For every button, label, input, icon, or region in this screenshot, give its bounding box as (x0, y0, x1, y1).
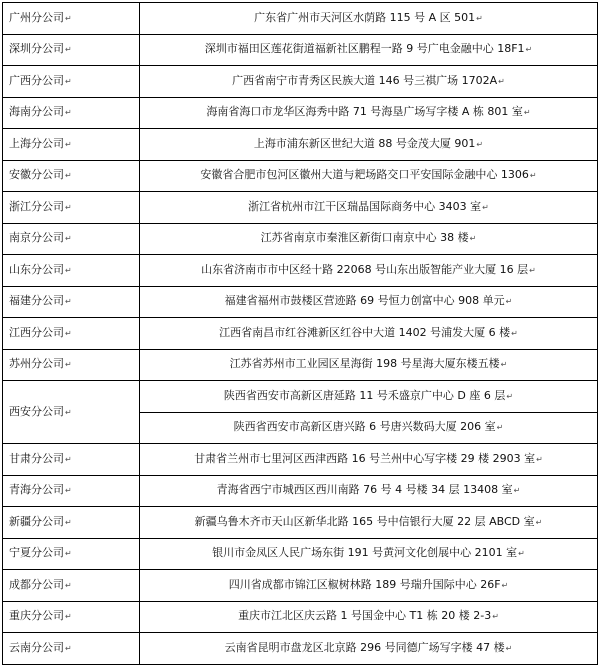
paragraph-mark-icon: ↵ (65, 202, 72, 212)
branch-name: 西安分公司 (9, 404, 64, 418)
branch-address-cell (140, 223, 598, 255)
branch-address: 福建省福州市鼓楼区营迹路 69 号恒力创富中心 908 单元 (224, 294, 505, 308)
branch-address-cell (140, 97, 598, 129)
branch-address: 海南省海口市龙华区海秀中路 71 号海垦广场写字楼 A 栋 801 室 (206, 105, 523, 119)
paragraph-mark-icon: ↵ (476, 139, 484, 149)
branch-name: 浙江分公司 (9, 199, 64, 213)
paragraph-mark-icon: ↵ (65, 76, 72, 86)
paragraph-mark-icon: ↵ (523, 108, 531, 118)
table-row (3, 34, 598, 66)
paragraph-mark-icon: ↵ (65, 407, 72, 417)
branch-name: 广州分公司 (9, 10, 64, 24)
branch-address: 银川市金凤区人民广场东街 191 号黄河文化创展中心 2101 室 (212, 546, 518, 560)
branch-address: 江西省南昌市红谷滩新区红谷中大道 1402 号浦发大厦 6 楼 (219, 325, 511, 339)
branch-name-cell (3, 3, 140, 35)
table-row (3, 601, 598, 633)
paragraph-mark-icon: ↵ (65, 265, 72, 275)
branch-address-cell (140, 381, 598, 413)
branch-address: 陕西省西安市高新区唐兴路 6 号唐兴数码大厦 206 室 (233, 420, 496, 434)
table-row (3, 286, 598, 318)
branch-address-cell (140, 318, 598, 350)
branch-name: 福建分公司 (9, 294, 64, 308)
branch-address: 青海省西宁市城西区西川南路 76 号 4 号楼 34 层 13408 室 (216, 483, 513, 497)
paragraph-mark-icon: ↵ (65, 643, 72, 653)
paragraph-mark-icon: ↵ (65, 580, 72, 590)
paragraph-mark-icon: ↵ (498, 76, 505, 86)
branch-name: 南京分公司 (9, 231, 64, 245)
paragraph-mark-icon: ↵ (65, 108, 72, 118)
branch-name-cell (3, 507, 140, 539)
branch-address-cell (140, 601, 598, 633)
branch-name-cell (3, 192, 140, 224)
branch-name: 云南分公司 (9, 640, 64, 654)
branch-address-cell (140, 444, 598, 476)
paragraph-mark-icon: ↵ (500, 360, 508, 370)
paragraph-mark-icon: ↵ (511, 328, 518, 338)
branch-address: 深圳市福田区莲花街道福新社区鹏程一路 9 号广电金融中心 18F1 (204, 42, 525, 56)
branch-name-cell (3, 129, 140, 161)
paragraph-mark-icon: ↵ (65, 549, 72, 559)
table-row (3, 160, 598, 192)
paragraph-mark-icon: ↵ (529, 171, 537, 181)
branch-name: 甘肃分公司 (9, 451, 64, 465)
branch-name: 上海分公司 (9, 136, 64, 150)
paragraph-mark-icon: ↵ (65, 612, 72, 622)
branch-address-cell (140, 66, 598, 98)
paragraph-mark-icon: ↵ (501, 580, 509, 590)
branch-name: 重庆分公司 (9, 609, 64, 623)
branch-name: 江西分公司 (9, 325, 64, 339)
paragraph-mark-icon: ↵ (505, 297, 513, 307)
paragraph-mark-icon: ↵ (65, 234, 72, 244)
table-row (3, 507, 598, 539)
table-row (3, 129, 598, 161)
paragraph-mark-icon: ↵ (65, 517, 72, 527)
branch-address-cell (140, 160, 598, 192)
branch-name-cell (3, 34, 140, 66)
branch-address-cell (140, 349, 598, 381)
branch-address: 甘肃省兰州市七里河区西津西路 16 号兰州中心写字楼 29 楼 2903 室 (194, 451, 536, 465)
paragraph-mark-icon: ↵ (482, 202, 489, 212)
branch-address-cell (140, 633, 598, 665)
table-row (3, 66, 598, 98)
branch-address: 广西省南宁市青秀区民族大道 146 号三祺广场 1702A (232, 73, 498, 87)
paragraph-mark-icon: ↵ (513, 486, 521, 496)
branch-name-cell (3, 381, 140, 444)
branch-name-cell (3, 633, 140, 665)
branch-name-cell (3, 601, 140, 633)
paragraph-mark-icon: ↵ (65, 45, 72, 55)
paragraph-mark-icon: ↵ (65, 297, 72, 307)
branch-address: 重庆市江北区庆云路 1 号国金中心 T1 栋 20 楼 2-3 (238, 609, 492, 623)
table-row (3, 318, 598, 350)
paragraph-mark-icon: ↵ (535, 517, 543, 527)
branch-name: 山东分公司 (9, 262, 64, 276)
branch-address: 上海市浦东新区世纪大道 88 号金茂大厦 901 (253, 136, 476, 150)
branch-address: 云南省昆明市盘龙区北京路 296 号同德广场写字楼 47 楼 (224, 640, 505, 654)
branch-name-cell (3, 223, 140, 255)
branch-name-cell (3, 538, 140, 570)
branch-address: 江苏省南京市秦淮区新街口南京中心 38 楼 (260, 231, 469, 245)
branch-address-cell (140, 412, 598, 444)
branch-name: 安徽分公司 (9, 168, 64, 182)
branch-name-cell (3, 255, 140, 287)
branch-name-cell (3, 475, 140, 507)
branch-address-cell (140, 538, 598, 570)
paragraph-mark-icon: ↵ (65, 454, 72, 464)
branch-address-cell (140, 475, 598, 507)
table-row (3, 475, 598, 507)
branch-address: 江苏省苏州市工业园区星海街 198 号星海大厦东楼五楼 (229, 357, 500, 371)
branch-name: 新疆分公司 (9, 514, 64, 528)
table-row (3, 570, 598, 602)
branch-name-cell (3, 286, 140, 318)
paragraph-mark-icon: ↵ (496, 423, 504, 433)
table-row (3, 97, 598, 129)
branch-address: 安徽省合肥市包河区徽州大道与耙场路交口平安国际金融中心 1306 (200, 168, 529, 182)
paragraph-mark-icon: ↵ (469, 234, 477, 244)
paragraph-mark-icon: ↵ (506, 391, 514, 401)
branch-name-cell (3, 318, 140, 350)
table-row (3, 223, 598, 255)
table-row (3, 381, 598, 413)
branch-address: 广东省广州市天河区水荫路 115 号 A 区 501 (254, 10, 476, 24)
branch-address: 新疆乌鲁木齐市天山区新华北路 165 号中信银行大厦 22 层 ABCD 室 (194, 514, 535, 528)
table-row (3, 192, 598, 224)
branch-address: 浙江省杭州市江干区瑞晶国际商务中心 3403 室 (248, 199, 482, 213)
paragraph-mark-icon: ↵ (65, 13, 72, 23)
paragraph-mark-icon: ↵ (65, 328, 72, 338)
branch-name: 成都分公司 (9, 577, 64, 591)
paragraph-mark-icon: ↵ (518, 549, 525, 559)
branch-name-cell (3, 160, 140, 192)
branch-name: 青海分公司 (9, 483, 64, 497)
paragraph-mark-icon: ↵ (492, 612, 499, 622)
branch-name-cell (3, 349, 140, 381)
branch-name: 广西分公司 (9, 73, 64, 87)
branch-address-table (2, 2, 598, 665)
branch-name: 宁夏分公司 (9, 546, 64, 560)
branch-address-cell (140, 570, 598, 602)
branch-address-cell (140, 286, 598, 318)
branch-address: 四川省成都市锦江区椒树林路 189 号瑞升国际中心 26F (228, 577, 501, 591)
table-row (3, 538, 598, 570)
branch-name-cell (3, 444, 140, 476)
paragraph-mark-icon: ↵ (525, 45, 533, 55)
table-row (3, 349, 598, 381)
branch-name-cell (3, 570, 140, 602)
branch-address: 陕西省西安市高新区唐延路 11 号禾盛京广中心 D 座 6 层 (223, 388, 506, 402)
branch-address-cell (140, 34, 598, 66)
branch-name-cell (3, 66, 140, 98)
paragraph-mark-icon: ↵ (65, 360, 72, 370)
branch-address: 山东省济南市市中区经十路 22068 号山东出版智能产业大厦 16 层 (201, 262, 529, 276)
paragraph-mark-icon: ↵ (476, 13, 483, 23)
branch-address-cell (140, 255, 598, 287)
paragraph-mark-icon: ↵ (65, 171, 72, 181)
paragraph-mark-icon: ↵ (536, 454, 543, 464)
paragraph-mark-icon: ↵ (529, 265, 536, 275)
table-row (3, 3, 598, 35)
paragraph-mark-icon: ↵ (505, 643, 513, 653)
branch-address-cell (140, 129, 598, 161)
branch-name: 深圳分公司 (9, 42, 64, 56)
paragraph-mark-icon: ↵ (65, 139, 72, 149)
table-row (3, 444, 598, 476)
branch-name-cell (3, 97, 140, 129)
branch-address-cell (140, 3, 598, 35)
branch-name: 苏州分公司 (9, 357, 64, 371)
table-body (3, 3, 598, 665)
branch-name: 海南分公司 (9, 105, 64, 119)
table-row (3, 633, 598, 665)
branch-address-cell (140, 192, 598, 224)
table-row (3, 255, 598, 287)
paragraph-mark-icon: ↵ (65, 486, 72, 496)
branch-address-cell (140, 507, 598, 539)
